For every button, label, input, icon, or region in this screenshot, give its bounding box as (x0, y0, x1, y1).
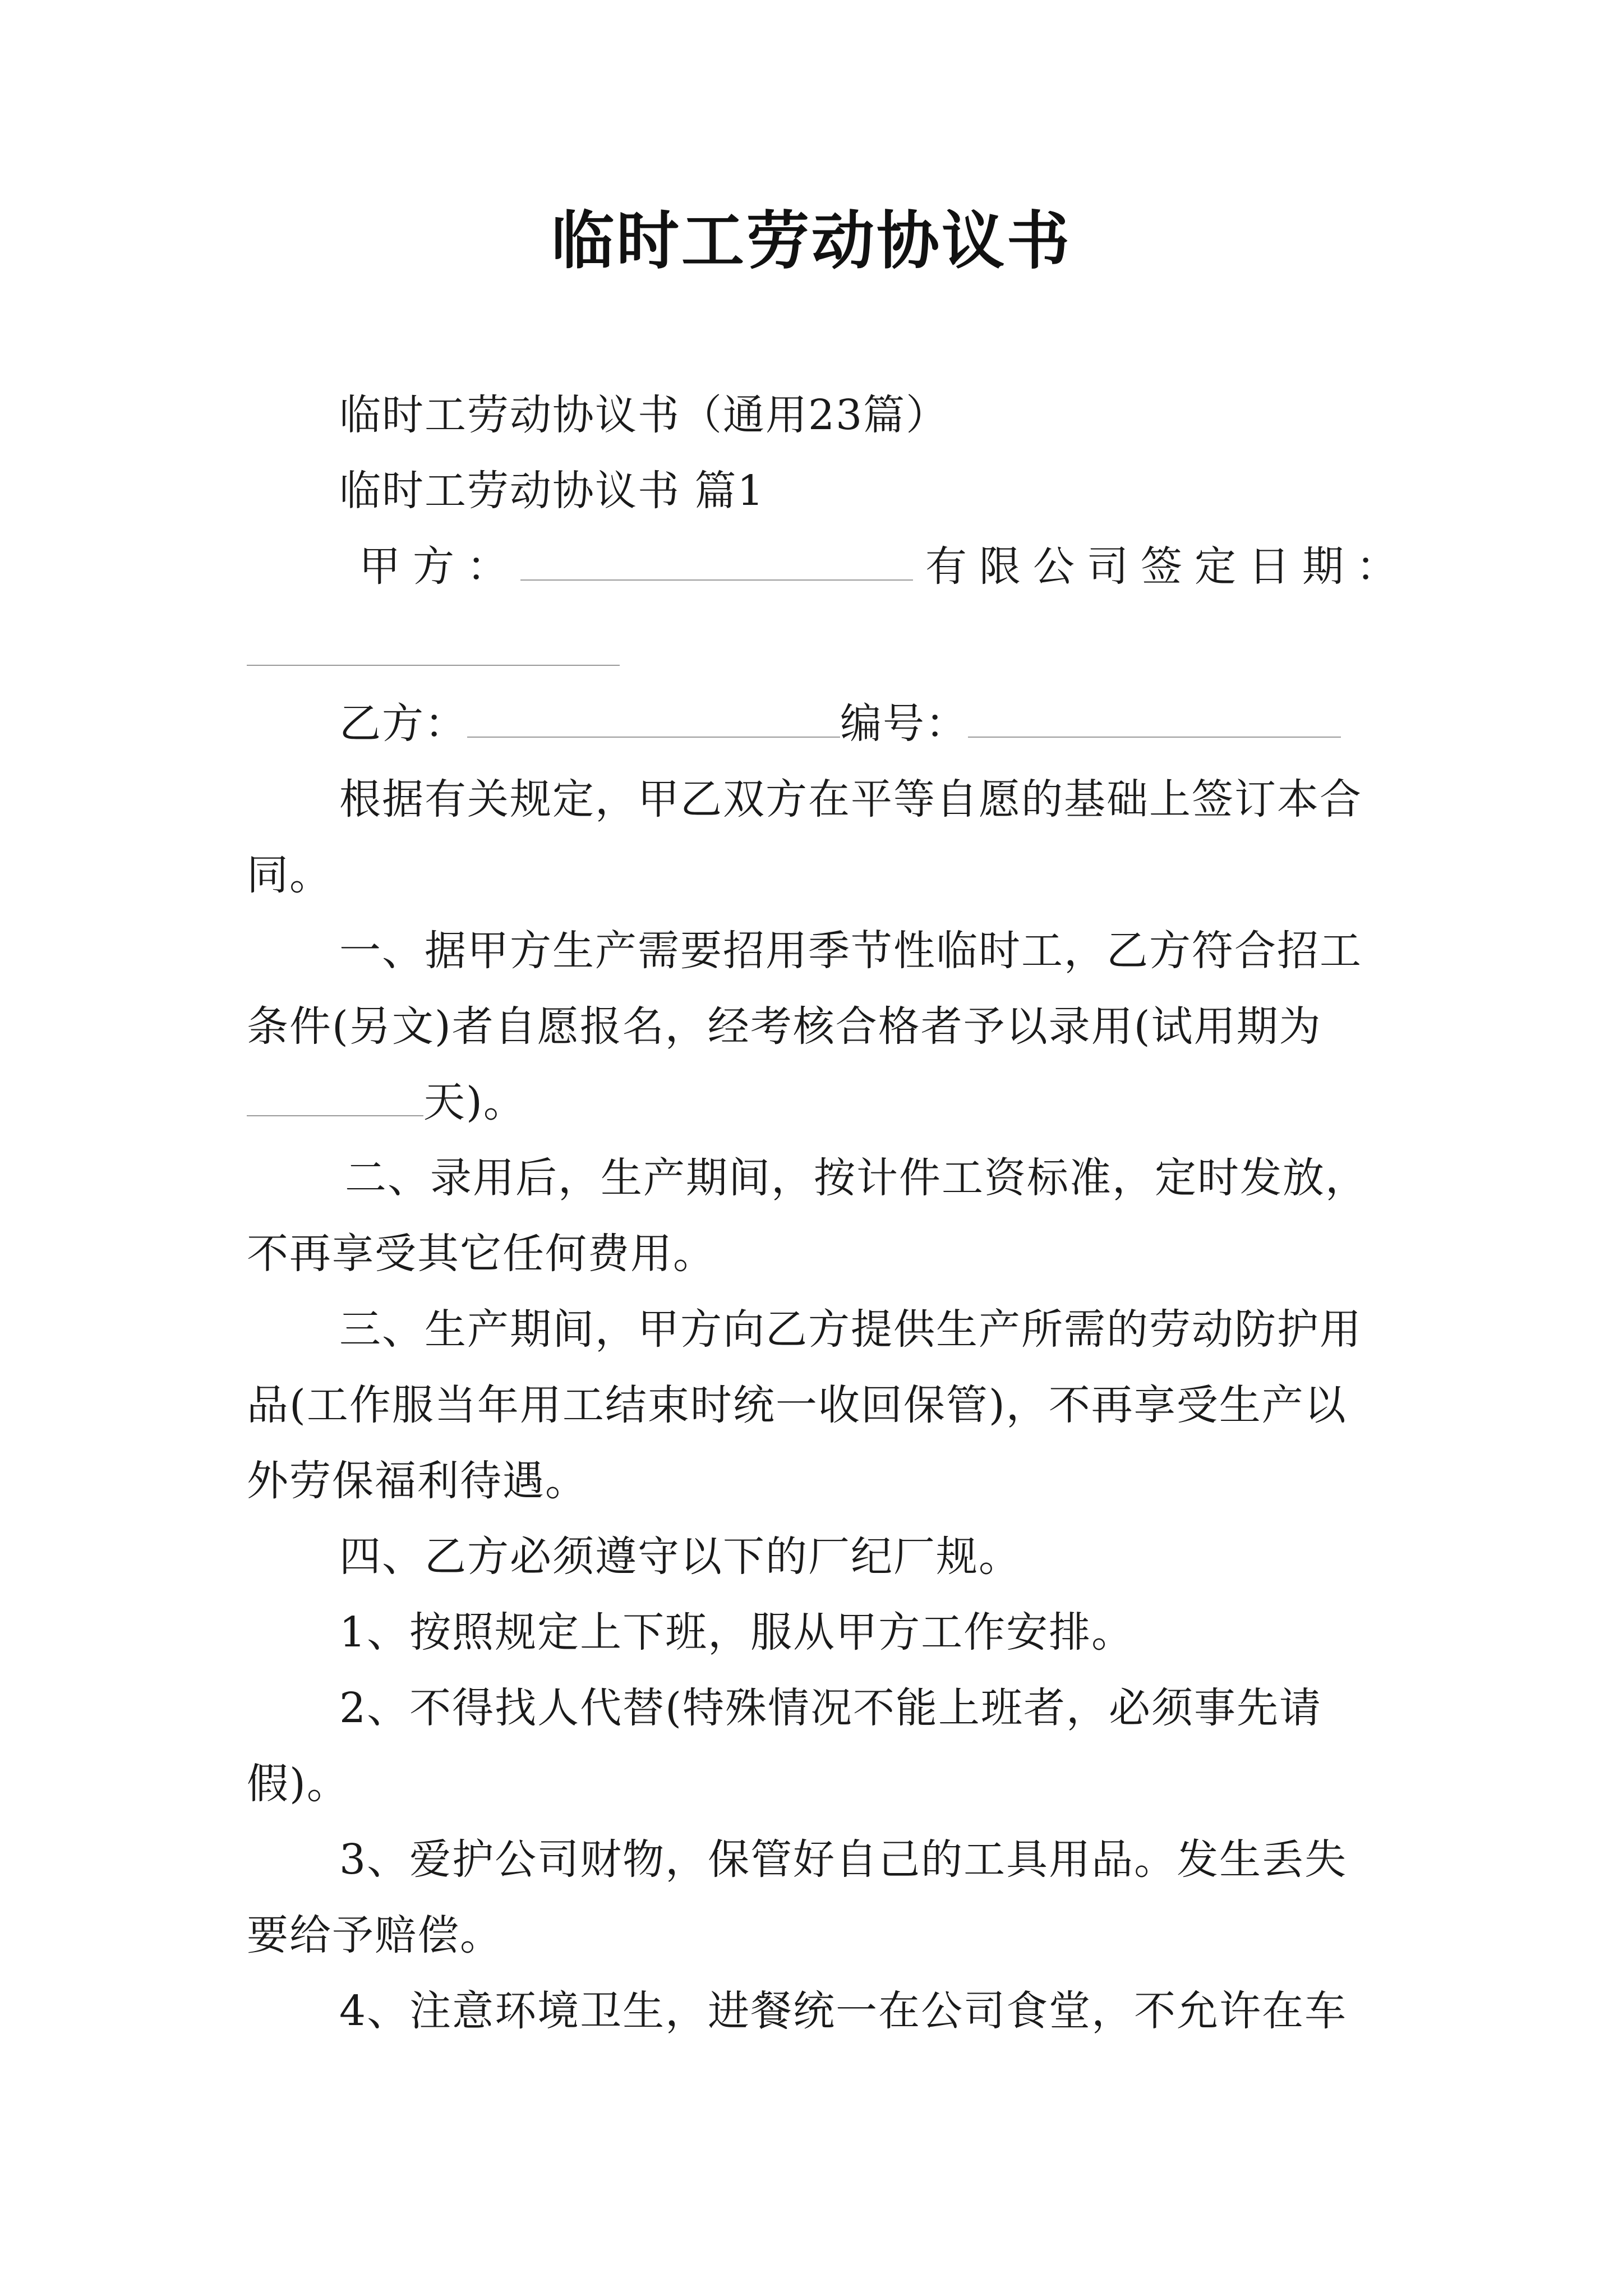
paragraph-line: 根据有关规定，甲乙双方在平等自愿的基础上签订本合 (339, 775, 1362, 823)
paragraph-line: 品(工作服当年用工结束时统一收回保管)，不再享受生产以 (247, 1381, 1347, 1429)
section-heading: 临时工劳动协议书 篇1 (339, 467, 765, 515)
party-b-name-blank (467, 697, 840, 738)
paragraph-line: 外劳保福利待遇。 (247, 1457, 588, 1505)
paragraph-line (247, 1074, 526, 1130)
paragraph-line: 4、注意环境卫生，进餐统一在公司食堂，不允许在车 (339, 1987, 1348, 2035)
party-a-company-blank (520, 540, 913, 581)
paragraph-line: 条件(另文)者自愿报名，经考核合格者予以录用(试用期为 (247, 1002, 1322, 1051)
paragraph-line: 三、生产期间，甲方向乙方提供生产所需的劳动防护用 (339, 1305, 1362, 1354)
party-b-row (339, 696, 1341, 752)
paragraph-line: 同。 (247, 851, 332, 899)
paragraph-line: 二、录用后，生产期间，按计件工资标准，定时发放， (345, 1154, 1368, 1202)
party-b-label: 乙方： (339, 700, 467, 748)
number-blank (968, 697, 1341, 738)
document-subtitle: 临时工劳动协议书（通用23篇） (339, 391, 949, 439)
paragraph-line: 3、爱护公司财物，保管好自己的工具用品。发生丢失 (339, 1835, 1348, 1884)
party-a-label: 甲方： (359, 542, 520, 591)
paragraph-line: 1、按照规定上下班，服从甲方工作安排。 (339, 1608, 1135, 1657)
paragraph-line: 四、乙方必须遵守以下的厂纪厂规。 (339, 1533, 1021, 1581)
trial-days-blank (247, 1076, 423, 1116)
paragraph-line: 假)。 (247, 1760, 349, 1808)
sign-date-blank (247, 665, 620, 666)
paragraph-line: 要给予赔偿。 (247, 1911, 502, 1959)
number-label: 编号： (840, 700, 968, 748)
document-title: 临时工劳动协议书 (551, 204, 1072, 278)
paragraph-line: 2、不得找人代替(特殊情况不能上班者，必须事先请 (339, 1684, 1322, 1732)
paragraph-line: 不再享受其它任何费用。 (247, 1230, 716, 1278)
paragraph-line: 一、据甲方生产需要招用季节性临时工，乙方符合招工 (339, 927, 1362, 975)
party-a-suffix: 有限公司签定日期： (925, 542, 1410, 591)
trial-days-suffix: 天)。 (423, 1078, 526, 1126)
party-a-row (359, 539, 1410, 595)
